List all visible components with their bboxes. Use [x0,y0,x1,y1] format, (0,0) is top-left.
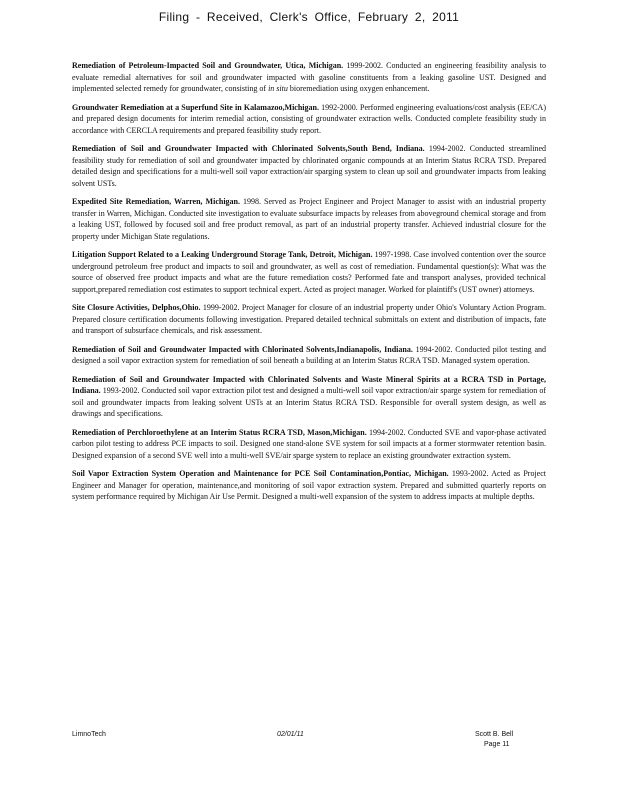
filing-stamp: Filing - Received, Clerk's Office, February 2, 2011 [158,10,460,24]
project-entry [72,102,546,137]
project-description-emphasis: in situ [268,84,288,93]
footer-date: 02/01/11 [277,731,304,738]
footer-page-number: Page 11 [484,741,510,748]
project-entry [72,374,546,420]
project-description: 1994-2002. Conducted SVE and vapor-phase activated carbon pilot testing to address PCE impacts to soil. Designed one stand-alone SVE system for soil impacts at a former stormwater retention basin. Designed expansion of a second SVE well into a multi-well SVE/air sparge system to replace an existing groundwater extraction system. [72,427,547,460]
project-description: 1993-2002. Conducted soil vapor extraction pilot test and designed a multi-well soil vapor extraction/air sparge system for remediation of soil and groundwater impacts from leaking solvent USTs at an Interim Status RCRA TSD. Responsible for overall system design, as well as drawings and specifications. [72,386,546,418]
project-title: Expedited Site Remediation, Warren, Michigan. [72,197,241,206]
resume-project-list [72,60,546,510]
project-title: Remediation of Soil and Groundwater Impacted with Chlorinated Solvents,Indianapolis, Indiana. [72,344,413,354]
project-description: 1999-2002. Conducted an engineering feasibility analysis to evaluate remedial alternatives for soil and groundwater impacted with gasoline constituents from a leaking gasoline UST. Designed and implemented selected remedy for groundwater, consisting of [72,61,547,93]
project-entry [72,344,546,367]
project-description: 1992-2000. Performed engineering evaluations/cost analysis (EE/CA) and prepared design documents for interim remedial action, consisting of groundwater extraction wells. Conducted complete feasibility study in accordance with CERCLA requirements and prepared feasibility study report. [72,102,546,135]
project-entry [72,196,546,242]
project-title: Remediation of Soil and Groundwater Impacted with Chlorinated Solvents and Waste Mineral Spirits at a RCRA TSD in Portage, Indiana. [72,374,546,395]
project-title: Site Closure Activities, Delphos,Ohio. [72,303,201,312]
footer-author: Scott B. Bell [475,731,514,738]
project-title: Groundwater Remediation at a Superfund Site in Kalamazoo,Michigan. [72,102,319,112]
project-description: 1994-2002. Conducted streamlined feasibility study for remediation of soil and groundwater impacted by chlorinated organic compounds at an Interim Status RCRA TSD. Prepared detailed design and specifications for a multi-well soil vapor extraction/air sparging system to clean up soil and groundwater impacts from leaking solvent USTs. [72,144,546,188]
project-description: 1993-2002. Acted as Project Engineer and Manager for operation, maintenance,and monitoring of soil vapor extraction system. Prepared and submitted quarterly reports on system performance required by Michigan Air Use Permit. Designed a multi-well expansion of the system to address impacts at multiple depths. [72,469,547,501]
project-entry [72,427,546,462]
project-description: 1999-2002. Project Manager for closure of an industrial property under Ohio's Voluntary Action Program. Prepared closure certification documents following investigation. Prepared detailed technical submittals on extent and distribution of impacts, fate and transport of subsurface chemicals, and risk assessment. [72,303,546,335]
project-title: Remediation of Soil and Groundwater Impacted with Chlorinated Solvents,South Bend, Indiana. [72,144,425,153]
project-description-end: bioremediation using oxygen enhancement. [287,84,430,93]
project-entry [72,60,546,95]
project-title: Remediation of Perchloroethylene at an Interim Status RCRA TSD, Mason,Michigan. [72,427,367,437]
footer-company: LimnoTech [72,731,106,738]
project-description: 1998. Served as Project Engineer and Project Manager to assist with an industrial property transfer in Warren, Michigan. Conducted site investigation to evaluate subsurface impacts by releases from aboveground chemical storage and from a leaking UST, followed by focused soil and free product removal, as part of an industrial property transfer. Achieved industrial closure for the property under Michigan State regulations. [72,197,546,241]
project-title: Remediation of Petroleum-Impacted Soil and Groundwater, Utica, Michigan. [72,61,344,70]
project-title: Litigation Support Related to a Leaking Underground Storage Tank, Detroit, Michigan. [72,250,373,259]
project-entry [72,143,546,189]
project-description: 1994-2002. Conducted pilot testing and designed a soil vapor extraction system for remediation of soil beneath a building at an Interim Status RCRA TSD. Managed system operation. [72,344,546,365]
project-entry [72,468,546,503]
project-title: Soil Vapor Extraction System Operation and Maintenance for PCE Soil Contamination,Pontiac, Michigan. [72,469,449,478]
project-description: 1997-1998. Case involved contention over the source underground petroleum free product and impacts to soil and groundwater, as well as cost of remediation. Fundamental question(s): What was the source of observed free product impacts and what are the future remediation costs? Performed fate and transport analyses, provided technical support,prepared remediation cost estimates to support technical expert. Acted as project manager. Worked for plaintiff's (UST owner) attorneys. [72,250,546,294]
project-entry [72,302,546,337]
project-entry [72,249,546,295]
